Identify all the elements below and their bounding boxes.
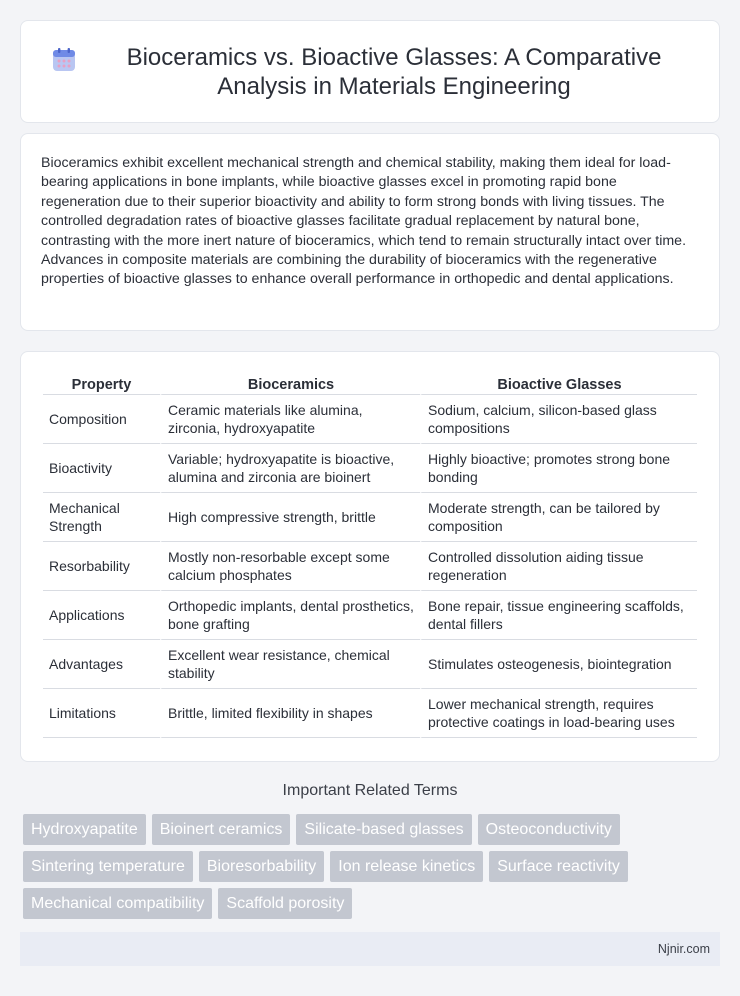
comparison-table — [43, 372, 697, 738]
row-bioceramics: Brittle, limited flexibility in shapes — [160, 689, 420, 738]
row-bioceramics: Ceramic materials like alumina, zirconia, hydroxyapatite — [160, 395, 420, 444]
row-property: Resorbability — [43, 542, 160, 591]
footer-site[interactable]: Njnir.com — [657, 942, 710, 956]
table-row — [43, 395, 697, 444]
intro-card — [20, 133, 720, 331]
related-term-tag[interactable]: Hydroxyapatite — [23, 814, 146, 845]
title-card — [20, 20, 720, 123]
related-term-tag[interactable]: Silicate-based glasses — [296, 814, 471, 845]
row-bioactive-glasses: Moderate strength, can be tailored by composition — [420, 493, 697, 542]
header-property: Property — [43, 372, 160, 395]
table-header-row — [43, 372, 697, 395]
row-bioceramics: High compressive strength, brittle — [160, 493, 420, 542]
related-terms-title: Important Related Terms — [282, 782, 458, 799]
row-property: Composition — [43, 395, 160, 444]
row-bioceramics: Excellent wear resistance, chemical stability — [160, 640, 420, 689]
row-bioceramics: Mostly non-resorbable except some calcium phosphates — [160, 542, 420, 591]
table-row — [43, 444, 697, 493]
row-bioceramics: Orthopedic implants, dental prosthetics, bone grafting — [160, 591, 420, 640]
row-bioceramics: Variable; hydroxyapatite is bioactive, alumina and zirconia are bioinert — [160, 444, 420, 493]
row-bioactive-glasses: Sodium, calcium, silicon-based glass compositions — [420, 395, 697, 444]
table-row — [43, 493, 697, 542]
row-property: Advantages — [43, 640, 160, 689]
related-term-tag[interactable]: Surface reactivity — [489, 851, 628, 882]
table-row — [43, 591, 697, 640]
row-property: Applications — [43, 591, 160, 640]
related-term-tag[interactable]: Osteoconductivity — [478, 814, 620, 845]
row-bioactive-glasses: Stimulates osteogenesis, biointegration — [420, 640, 697, 689]
calendar-icon — [51, 47, 77, 73]
related-term-tag[interactable]: Sintering temperature — [23, 851, 193, 882]
row-bioactive-glasses: Bone repair, tissue engineering scaffolds, dental fillers — [420, 591, 697, 640]
related-term-tag[interactable]: Bioinert ceramics — [152, 814, 291, 845]
title-wrap — [21, 43, 719, 101]
table-row — [43, 640, 697, 689]
table-row — [43, 689, 697, 738]
row-property: Bioactivity — [43, 444, 160, 493]
table-row — [43, 542, 697, 591]
related-term-tag[interactable]: Bioresorbability — [199, 851, 324, 882]
header-bioceramics: Bioceramics — [160, 372, 420, 395]
related-terms-tags — [23, 814, 723, 925]
row-property: Limitations — [43, 689, 160, 738]
row-bioactive-glasses: Lower mechanical strength, requires protective coatings in load-bearing uses — [420, 689, 697, 738]
header-bioactive-glasses: Bioactive Glasses — [420, 372, 697, 395]
related-term-tag[interactable]: Ion release kinetics — [330, 851, 483, 882]
related-term-tag[interactable]: Mechanical compatibility — [23, 888, 212, 919]
row-bioactive-glasses: Highly bioactive; promotes strong bone bonding — [420, 444, 697, 493]
intro-paragraph: Bioceramics exhibit excellent mechanical strength and chemical stability, making them ideal for load-bearing applications in bone implants, while bioactive glasses excel in promoting rapid bone regeneration due to their superior bioactivity and ability to form strong bonds with living tissues. The controlled degradation rates of bioactive glasses facilitate gradual replacement by natural bone, contrasting with the more inert nature of bioceramics, which tend to remain structurally intact over time. Advances in composite materials are combining the durability of bioceramics with the regenerative properties of bioactive glasses to enhance overall performance in orthopedic and dental applications. — [41, 155, 687, 288]
row-bioactive-glasses: Controlled dissolution aiding tissue regeneration — [420, 542, 697, 591]
row-property: Mechanical Strength — [43, 493, 160, 542]
comparison-table-card — [20, 351, 720, 762]
page-title: Bioceramics vs. Bioactive Glasses: A Comparative Analysis in Materials Engineering — [126, 43, 662, 100]
footer — [20, 932, 720, 966]
related-term-tag[interactable]: Scaffold porosity — [218, 888, 352, 919]
